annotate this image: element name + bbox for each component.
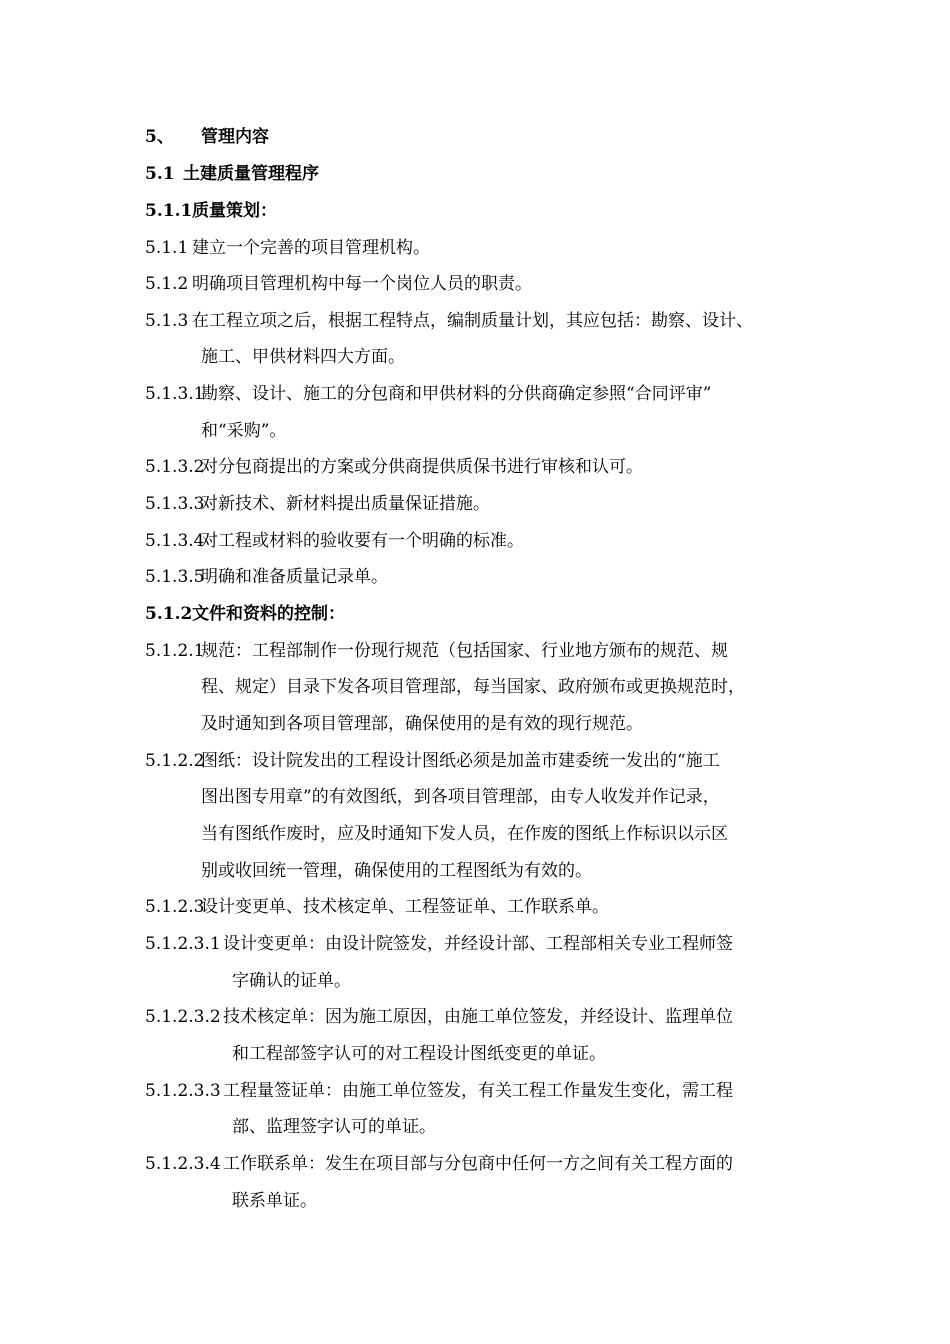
paragraph-text: 技术核定单：因为施工原因，由施工单位签发，并经设计、监理单位 bbox=[223, 1007, 733, 1027]
paragraph-text: 设计变更单：由设计院签发，并经设计部、工程部相关专业工程师签 bbox=[223, 934, 733, 954]
paragraph-number: 5.1.2.3 bbox=[145, 897, 205, 917]
paragraph-5-1-2-3-1 bbox=[145, 933, 733, 955]
paragraph-continuation: 字确认的证单。 bbox=[232, 971, 351, 991]
paragraph-text: 对新技术、新材料提出质量保证措施。 bbox=[201, 494, 490, 514]
paragraph-continuation: 图出图专用章”的有效图纸，到各项目管理部，由专人收发并作记录， bbox=[201, 787, 720, 807]
paragraph-text: 建立一个完善的项目管理机构。 bbox=[192, 238, 430, 258]
paragraph-number: 5.1.2.3.4 bbox=[145, 1154, 221, 1174]
paragraph-5-1-3-3 bbox=[145, 493, 490, 515]
paragraph-continuation: 部、监理签字认可的单证。 bbox=[232, 1117, 436, 1137]
paragraph-number: 5.1.2 bbox=[145, 274, 189, 294]
paragraph-number: 5.1.3.3 bbox=[145, 494, 205, 514]
paragraph-continuation: 程、规定）目录下发各项目管理部，每当国家、政府颁布或更换规范时， bbox=[201, 677, 745, 697]
paragraph-text: 对分包商提出的方案或分供商提供质保书进行审核和认可。 bbox=[201, 457, 643, 477]
heading-number: 5、 bbox=[145, 127, 174, 147]
heading-5-title: 管理内容 bbox=[201, 127, 269, 147]
paragraph-5-1-2-2 bbox=[145, 750, 720, 772]
paragraph-continuation: 和工程部签字认可的对工程设计图纸变更的单证。 bbox=[232, 1044, 606, 1064]
paragraph-continuation: 和“采购”。 bbox=[201, 421, 287, 441]
heading-5-1 bbox=[145, 163, 319, 185]
paragraph-number: 5.1.3.1 bbox=[145, 384, 205, 404]
paragraph-number: 5.1.2.3.3 bbox=[145, 1081, 221, 1101]
paragraph-5-1-2 bbox=[145, 273, 532, 295]
heading-number: 5.1 bbox=[145, 164, 175, 184]
paragraph-5-1-2-3 bbox=[145, 896, 609, 918]
paragraph-continuation: 别或收回统一管理，确保使用的工程图纸为有效的。 bbox=[201, 861, 592, 881]
heading-number: 5.1.1 bbox=[145, 201, 193, 221]
paragraph-5-1-1 bbox=[145, 237, 430, 259]
paragraph-number: 5.1.2.1 bbox=[145, 641, 205, 661]
paragraph-continuation: 施工、甲供材料四大方面。 bbox=[201, 347, 405, 367]
heading-title: 文件和资料的控制： bbox=[192, 604, 345, 624]
paragraph-5-1-3-4 bbox=[145, 530, 524, 552]
heading-number: 5.1.2 bbox=[145, 604, 193, 624]
heading-title: 质量策划： bbox=[192, 201, 277, 221]
paragraph-text: 规范：工程部制作一份现行规范（包括国家、行业地方颁布的规范、规 bbox=[201, 641, 728, 661]
paragraph-5-1-2-3-2 bbox=[145, 1006, 733, 1028]
paragraph-number: 5.1.3.5 bbox=[145, 567, 205, 587]
paragraph-5-1-2-3-3 bbox=[145, 1080, 733, 1102]
paragraph-text: 对工程或材料的验收要有一个明确的标准。 bbox=[201, 531, 524, 551]
paragraph-text: 明确和准备质量记录单。 bbox=[201, 567, 388, 587]
paragraph-continuation: 联系单证。 bbox=[232, 1191, 317, 1211]
paragraph-5-1-3-5 bbox=[145, 566, 388, 588]
paragraph-text: 图纸：设计院发出的工程设计图纸必须是加盖市建委统一发出的“施工 bbox=[201, 751, 720, 771]
paragraph-5-1-3-1 bbox=[145, 383, 711, 405]
paragraph-continuation: 当有图纸作废时，应及时通知下发人员，在作废的图纸上作标识以示区 bbox=[201, 824, 728, 844]
paragraph-continuation: 及时通知到各项目管理部，确保使用的是有效的现行规范。 bbox=[201, 714, 643, 734]
paragraph-number: 5.1.1 bbox=[145, 238, 189, 258]
paragraph-5-1-3 bbox=[145, 310, 753, 332]
heading-title: 土建质量管理程序 bbox=[183, 164, 319, 184]
paragraph-number: 5.1.2.3.2 bbox=[145, 1007, 221, 1027]
paragraph-text: 设计变更单、技术核定单、工程签证单、工作联系单。 bbox=[201, 897, 609, 917]
paragraph-text: 在工程立项之后，根据工程特点，编制质量计划，其应包括：勘察、设计、 bbox=[192, 311, 753, 331]
paragraph-5-1-2-3-4 bbox=[145, 1153, 733, 1175]
paragraph-number: 5.1.2.2 bbox=[145, 751, 205, 771]
paragraph-text: 勘察、设计、施工的分包商和甲供材料的分供商确定参照“合同评审” bbox=[201, 384, 712, 404]
paragraph-number: 5.1.3 bbox=[145, 311, 189, 331]
paragraph-number: 5.1.3.4 bbox=[145, 531, 205, 551]
paragraph-text: 工程量签证单：由施工单位签发，有关工程工作量发生变化，需工程 bbox=[223, 1081, 733, 1101]
paragraph-number: 5.1.3.2 bbox=[145, 457, 205, 477]
paragraph-number: 5.1.2.3.1 bbox=[145, 934, 221, 954]
heading-5 bbox=[145, 126, 174, 148]
paragraph-5-1-3-2 bbox=[145, 456, 643, 478]
paragraph-text: 工作联系单：发生在项目部与分包商中任何一方之间有关工程方面的 bbox=[223, 1154, 733, 1174]
heading-5-1-1 bbox=[145, 200, 277, 222]
paragraph-text: 明确项目管理机构中每一个岗位人员的职责。 bbox=[192, 274, 532, 294]
paragraph-5-1-2-1 bbox=[145, 640, 728, 662]
heading-5-1-2 bbox=[145, 603, 345, 625]
